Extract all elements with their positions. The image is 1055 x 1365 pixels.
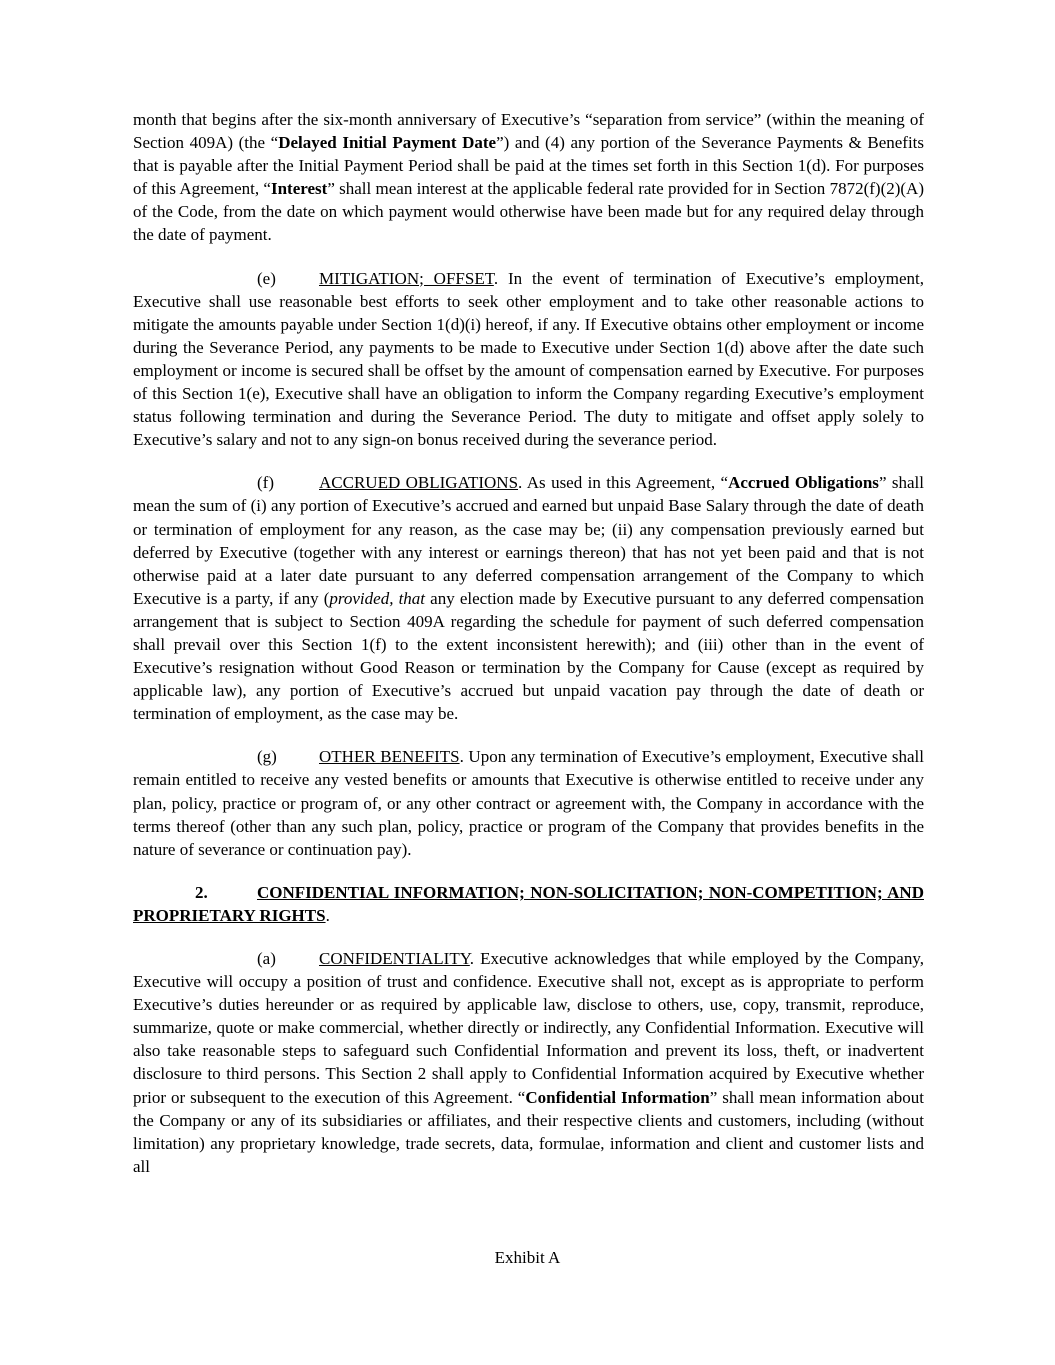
defined-term-confidential-information: Confidential Information bbox=[525, 1087, 710, 1107]
italic-proviso: provided, that bbox=[329, 588, 426, 608]
paragraph-text: ” shall mean information about the Company or any of its subsidiaries or affiliates, and their respective clients and customers, including (without limitation) any proprietary knowledge, trade secrets, data, formulae, information and client and customer lists and all bbox=[133, 1087, 924, 1176]
paragraph-text: ”) and (4) any portion of the Severance Payments & Benefits that is payable after the Initial Payment Period shall be paid at the times set forth in this Section 1(d). For purposes of this Agreement, “ bbox=[133, 133, 925, 199]
paragraph-1d-continuation bbox=[133, 108, 924, 247]
paragraph-1e-mitigation bbox=[133, 267, 924, 452]
defined-term-accrued-obligations: Accrued Obligations bbox=[728, 473, 879, 493]
section-2-heading bbox=[133, 881, 924, 927]
paragraph-1f-accrued-obligations bbox=[133, 471, 924, 725]
paragraph-text: any election made by Executive pursuant to any deferred compensation arrangement that is subject to Section 409A regarding the schedule for payment of such deferred compensation shall prevail over this Section 1(f) to the extent inconsistent herewith); and (iii) other than in the event of Executive’s resignation without Good Reason or termination by the Company for Cause (except as required by applicable law), any portion of Executive’s accrued but unpaid vacation pay through the date of death or termination of employment, as the case may be. bbox=[133, 588, 924, 724]
section-title-period: . bbox=[325, 905, 330, 925]
paragraph-text: . As used in this Agreement, “ bbox=[518, 473, 729, 493]
paragraph-text: ” shall mean the sum of (i) any portion of Executive’s accrued and earned but unpaid Base Salary through the date of death or termination of employment for any reason, as the case may be; (ii) any compensation previously earned but deferred by Executive (together with any interest or earnings thereon) that has not yet been paid and that is not otherwise paid at a later date pursuant to any deferred compensation arrangement of the Company to which Executive is a party, if any ( bbox=[133, 473, 925, 608]
paragraph-number: (a) bbox=[257, 949, 276, 968]
paragraph-caption: ACCRUED OBLIGATIONS bbox=[319, 473, 519, 493]
defined-term-delayed-initial-payment-date: Delayed Initial Payment Date bbox=[278, 133, 497, 153]
paragraph-text: ” shall mean interest at the applicable federal rate provided for in Section 7872(f)(2)(A) of the Code, from the date on which payment would otherwise have been made but for any required delay through the date of payment. bbox=[133, 179, 924, 245]
paragraph-text: . In the event of termination of Executive’s employment, Executive shall use reasonable best efforts to seek other employment and to take other reasonable actions to mitigate the amounts payable under Section 1(d)(i) hereof, if any. If Executive obtains other employment or income during the Severance Period, any payments to be made to Executive under Section 1(d) above after the date such employment or income is secured shall be offset by the amount of compensation earned by Executive. For purposes of this Section 1(e), Executive shall have an obligation to inform the Company regarding Executive’s employment status following termination and during the Severance Period. The duty to mitigate and offset apply solely to Executive’s salary and not to any sign-on bonus received during the severance period. bbox=[133, 268, 924, 450]
paragraph-number: (f) bbox=[257, 473, 274, 493]
page-footer: Exhibit A bbox=[494, 1248, 561, 1267]
paragraph-caption: CONFIDENTIALITY bbox=[319, 949, 470, 968]
paragraph-text: month that begins after the six-month anniversary of Executive’s “separation from service” (within the meaning of Section 409A) (the “ bbox=[133, 110, 924, 153]
section-title: CONFIDENTIAL INFORMATION; NON-SOLICITATION; NON-COMPETITION; AND PROPRIETARY RIGHTS bbox=[133, 882, 924, 925]
defined-term-interest: Interest bbox=[270, 179, 328, 199]
paragraph-number: (g) bbox=[257, 747, 277, 767]
paragraph-text: . Executive acknowledges that while employed by the Company, Executive will occupy a position of trust and confidence. Executive shall not, except as is appropriate to perform Executive’s duties hereunder or as required by applicable law, disclose to others, use, copy, transmit, reproduce, summarize, quote or make commercial, whether directly or indirectly, any Confidential Information. Executive will also take reasonable steps to safeguard such Confidential Information and prevent its loss, theft, or inadvertent disclosure to third persons. This Section 2 shall apply to Confidential Information acquired by Executive whether prior or subsequent to the execution of this Agreement. “ bbox=[133, 949, 924, 1107]
section-number: 2. bbox=[195, 882, 208, 902]
paragraph-caption: OTHER BENEFITS bbox=[319, 747, 460, 767]
paragraph-2a-confidentiality bbox=[133, 947, 924, 1178]
paragraph-number: (e) bbox=[257, 268, 276, 288]
paragraph-caption: MITIGATION; OFFSET bbox=[319, 268, 494, 288]
paragraph-text: . Upon any termination of Executive’s employment, Executive shall remain entitled to receive any vested benefits or amounts that Executive is otherwise entitled to receive under any plan, policy, practice or program of, or any other contract or agreement with, the Company in accordance with the terms thereof (other than any such plan, policy, practice or program of the Company that provides benefits in the nature of severance or continuation pay). bbox=[133, 747, 925, 859]
paragraph-1g-other-benefits bbox=[133, 745, 924, 860]
